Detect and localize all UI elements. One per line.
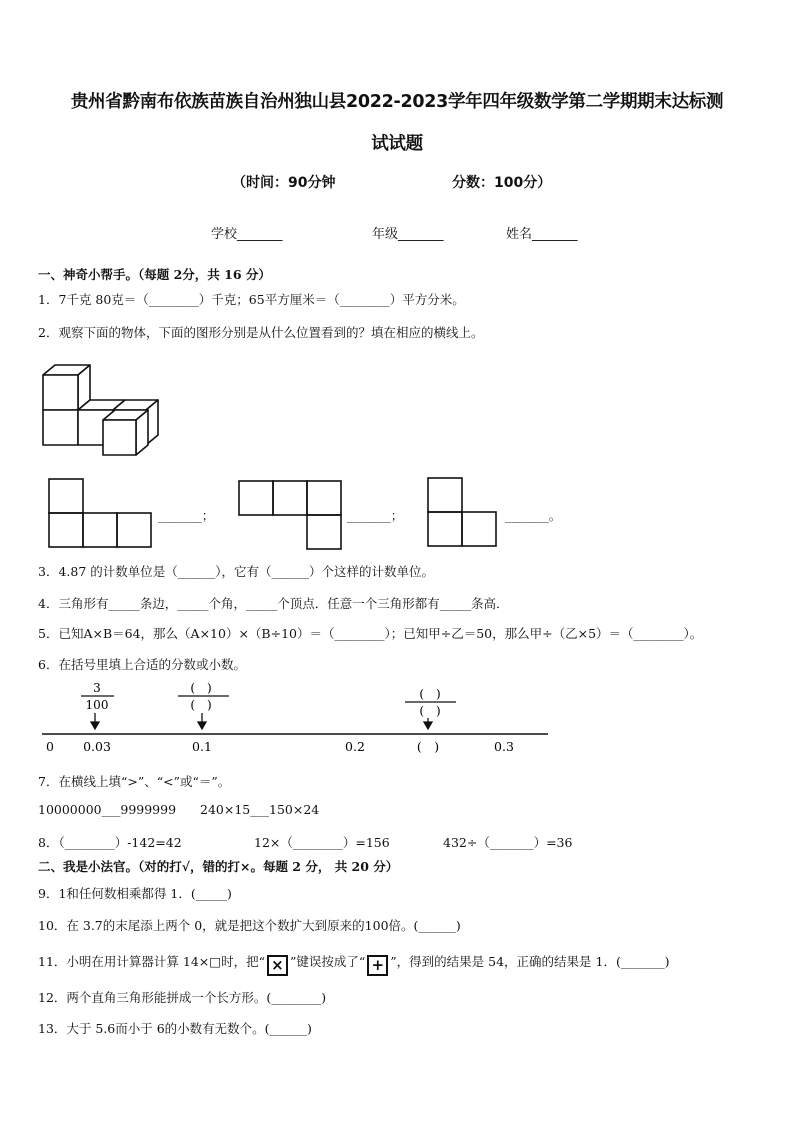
school-field: 学校_______ xyxy=(211,227,283,242)
grade-field: 年级_______ xyxy=(372,227,444,242)
question-6: 6．在括号里填上合适的分数或小数。 xyxy=(38,657,246,672)
question-9: 9．1和任何数相乘都得 1．(_____) xyxy=(38,886,232,901)
view-3-answer-blank[interactable]: _______。 xyxy=(505,508,562,523)
question-4: 4．三角形有_____条边，_____个角，_____个顶点．任意一个三角形都有_____条高． xyxy=(38,596,509,611)
label-0-03: 0.03 xyxy=(83,739,111,754)
question-13: 13．大于 5.6而小于 6的小数有无数个。(______) xyxy=(38,1021,312,1036)
question-7-a: 10000000___9999999 xyxy=(38,802,177,817)
fraction-numerator: 3 xyxy=(93,681,101,695)
view-figure-2 xyxy=(238,480,343,550)
page-title-line2: 试试题 xyxy=(371,134,423,154)
label-blank: ( ) xyxy=(416,739,440,754)
question-11-part-c: ”，得到的结果是 54，正确的结果是 1．(_______) xyxy=(390,954,670,969)
exam-time: （时间：90分钟 xyxy=(232,175,336,191)
question-11-part-a: 11．小明在用计算器计算 14×□时，把“ xyxy=(38,954,265,969)
question-3: 3．4.87 的计数单位是（______），它有（______）个这样的计数单位。 xyxy=(38,564,435,579)
question-12: 12．两个直角三角形能拼成一个长方形。(________) xyxy=(38,990,327,1005)
question-8-b: 12×（________）=156 xyxy=(254,835,390,850)
multiply-key-icon: × xyxy=(267,955,288,976)
name-field: 姓名_______ xyxy=(506,227,578,242)
question-5: 5．已知A×B＝64，那么（A×10）×（B÷10）＝（________）；已知甲÷乙＝50，那么甲÷（乙×5）＝（________）。 xyxy=(38,626,703,641)
number-line xyxy=(38,680,558,760)
question-8-a: 8．（________）-142=42 xyxy=(38,835,182,850)
plus-key-icon: + xyxy=(367,955,388,976)
view-2-answer-blank[interactable]: _______； xyxy=(347,508,404,523)
exam-score: 分数：100分） xyxy=(452,175,552,191)
label-0-1: 0.1 xyxy=(192,739,212,754)
question-11 xyxy=(38,952,669,976)
question-7: 7．在横线上填“>”、“<”或“＝”。 xyxy=(38,774,231,789)
label-0-2: 0.2 xyxy=(345,739,365,754)
question-8-c: 432÷（_______）=36 xyxy=(443,835,573,850)
fraction-blank-top-a: ( ) xyxy=(190,681,212,695)
arrow-025-head xyxy=(424,722,432,729)
view-1-answer-blank[interactable]: _______； xyxy=(158,508,215,523)
question-10: 10．在 3.7的末尾添上两个 0，就是把这个数扩大到原来的100倍。(______) xyxy=(38,918,461,933)
section1-heading: 一、神奇小帮手。（每题 2分，共 16 分） xyxy=(38,267,271,282)
view-figure-3 xyxy=(427,477,499,549)
question-11-part-b: ”键误按成了“ xyxy=(289,954,366,969)
page-title-line1: 贵州省黔南布依族苗族自治州独山县2022-2023学年四年级数学第二学期期末达标测 xyxy=(70,92,724,112)
question-2: 2．观察下面的物体，下面的图形分别是从什么位置看到的？填在相应的横线上。 xyxy=(38,325,484,340)
question-1: 1．7千克 80克＝（________）千克；65平方厘米＝（________）平方分米。 xyxy=(38,292,465,307)
fraction-blank-top-b: ( ) xyxy=(419,687,441,701)
fraction-denominator: 100 xyxy=(85,698,109,712)
section2-heading: 二、我是小法官。（对的打√，错的打×。每题 2 分， 共 20 分） xyxy=(38,859,399,874)
label-0-3: 0.3 xyxy=(494,739,514,754)
question-7-b: 240×15___150×24 xyxy=(200,802,320,817)
arrow-003-head xyxy=(91,722,99,729)
cube-figure xyxy=(38,360,168,460)
label-0: 0 xyxy=(46,739,54,754)
view-figure-1 xyxy=(48,478,153,548)
arrow-01-head xyxy=(198,722,206,729)
fraction-blank-bottom-b: ( ) xyxy=(419,704,441,718)
fraction-blank-bottom-a: ( ) xyxy=(190,698,212,712)
